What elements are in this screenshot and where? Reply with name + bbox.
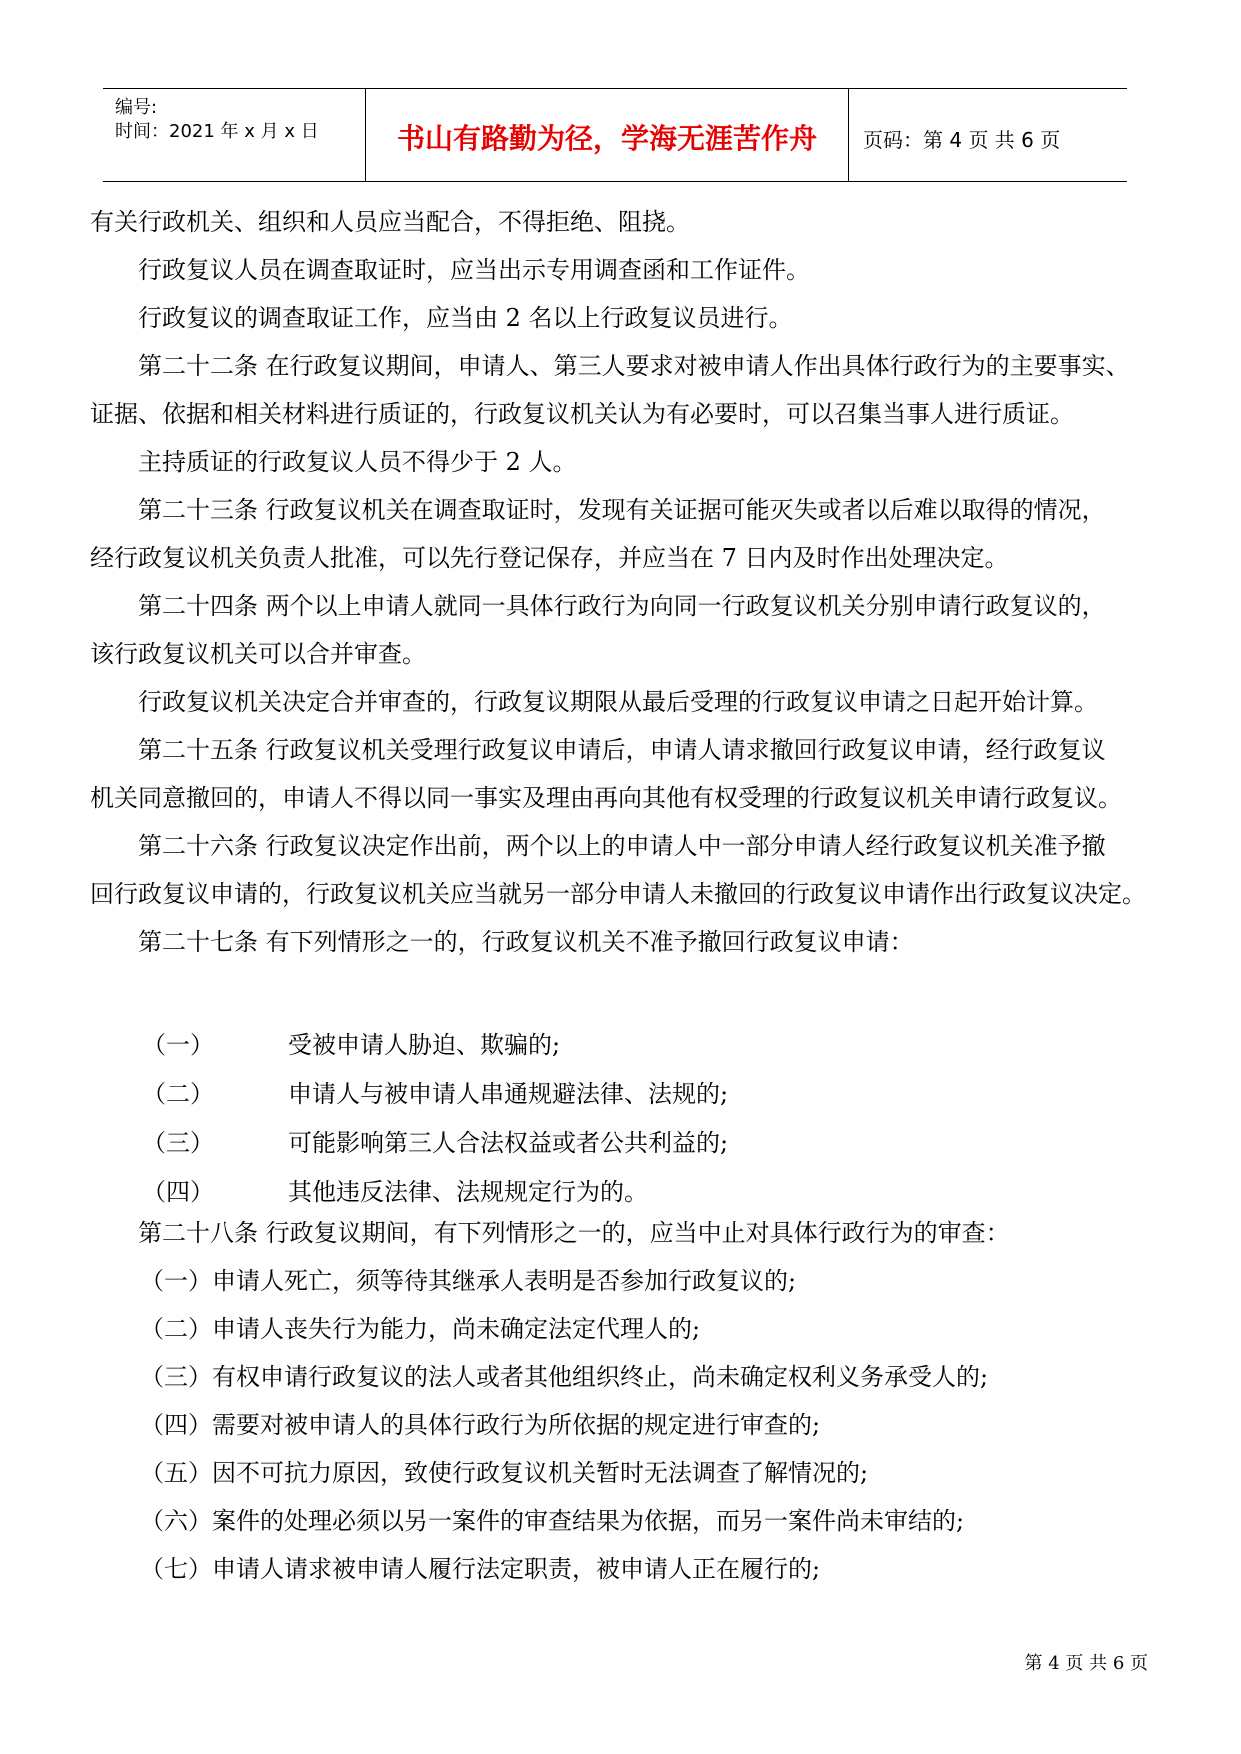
article-23-line-2: 经行政复议机关负责人批准，可以先行登记保存，并应当在 7 日内及时作出处理决定。 [90,544,1009,572]
paragraph: 主持质证的行政复议人员不得少于 2 人。 [138,448,577,476]
document-number-label: 编号: [115,97,158,118]
article-27: 第二十七条 有下列情形之一的，行政复议机关不准予撤回行政复议申请： [138,928,914,956]
list-item-number: （三） [142,1129,214,1157]
list-item: （四）需要对被申请人的具体行政行为所依据的规定进行审查的; [140,1411,821,1439]
list-item: （一）申请人死亡，须等待其继承人表明是否参加行政复议的; [140,1267,797,1295]
list-item-text: 其他违反法律、法规规定行为的。 [288,1178,648,1206]
paragraph: 行政复议人员在调查取证时，应当出示专用调查函和工作证件。 [138,256,810,284]
article-25-line-1: 第二十五条 行政复议机关受理行政复议申请后，申请人请求撤回行政复议申请，经行政复议 [138,736,1106,764]
paragraph: 有关行政机关、组织和人员应当配合，不得拒绝、阻挠。 [90,208,690,236]
header-page-cell [849,89,1127,181]
list-item: （三）有权申请行政复议的法人或者其他组织终止，尚未确定权利义务承受人的; [140,1363,989,1391]
document-header [103,88,1127,182]
list-item: （五）因不可抗力原因，致使行政复议机关暂时无法调查了解情况的; [140,1459,869,1487]
list-item-text: 可能影响第三人合法权益或者公共利益的; [288,1129,729,1157]
header-motto-cell [366,89,849,181]
article-26-line-2: 回行政复议申请的，行政复议机关应当就另一部分申请人未撤回的行政复议申请作出行政复议决定。 [90,880,1146,908]
article-23-line-1: 第二十三条 行政复议机关在调查取证时，发现有关证据可能灭失或者以后难以取得的情况， [138,496,1106,524]
motto-text: 书山有路勤为径，学海无涯苦作舟 [396,122,817,155]
article-26-line-1: 第二十六条 行政复议决定作出前，两个以上的申请人中一部分申请人经行政复议机关准予撤 [138,832,1106,860]
article-28: 第二十八条 行政复议期间，有下列情形之一的，应当中止对具体行政行为的审查： [138,1219,1010,1247]
paragraph: 行政复议的调查取证工作，应当由 2 名以上行政复议员进行。 [138,304,793,332]
list-item: （七）申请人请求被申请人履行法定职责，被申请人正在履行的; [140,1555,821,1583]
header-page-code: 页码：第 4 页 共 6 页 [863,128,1061,152]
article-25-line-2: 机关同意撤回的，申请人不得以同一事实及理由再向其他有权受理的行政复议机关申请行政复议。 [90,784,1122,812]
article-22-line-1: 第二十二条 在行政复议期间，申请人、第三人要求对被申请人作出具体行政行为的主要事实、 [138,352,1130,380]
list-item-number: （一） [142,1031,214,1059]
document-time-label: 时间：2021 年 x 月 x 日 [115,121,319,142]
page-footer: 第 4 页 共 6 页 [1024,1653,1148,1674]
list-item: （六）案件的处理必须以另一案件的审查结果为依据，而另一案件尚未审结的; [140,1507,965,1535]
article-22-line-2: 证据、依据和相关材料进行质证的，行政复议机关认为有必要时，可以召集当事人进行质证。 [90,400,1074,428]
header-info-cell [103,89,366,181]
list-item-text: 受被申请人胁迫、欺骗的; [288,1031,561,1059]
list-item-number: （四） [142,1178,214,1206]
paragraph: 行政复议机关决定合并审查的，行政复议期限从最后受理的行政复议申请之日起开始计算。 [138,688,1098,716]
article-24-line-2: 该行政复议机关可以合并审查。 [90,640,426,668]
list-item-text: 申请人与被申请人串通规避法律、法规的; [288,1080,729,1108]
list-item: （二）申请人丧失行为能力，尚未确定法定代理人的; [140,1315,701,1343]
article-24-line-1: 第二十四条 两个以上申请人就同一具体行政行为向同一行政复议机关分别申请行政复议的， [138,592,1106,620]
list-item-number: （二） [142,1080,214,1108]
